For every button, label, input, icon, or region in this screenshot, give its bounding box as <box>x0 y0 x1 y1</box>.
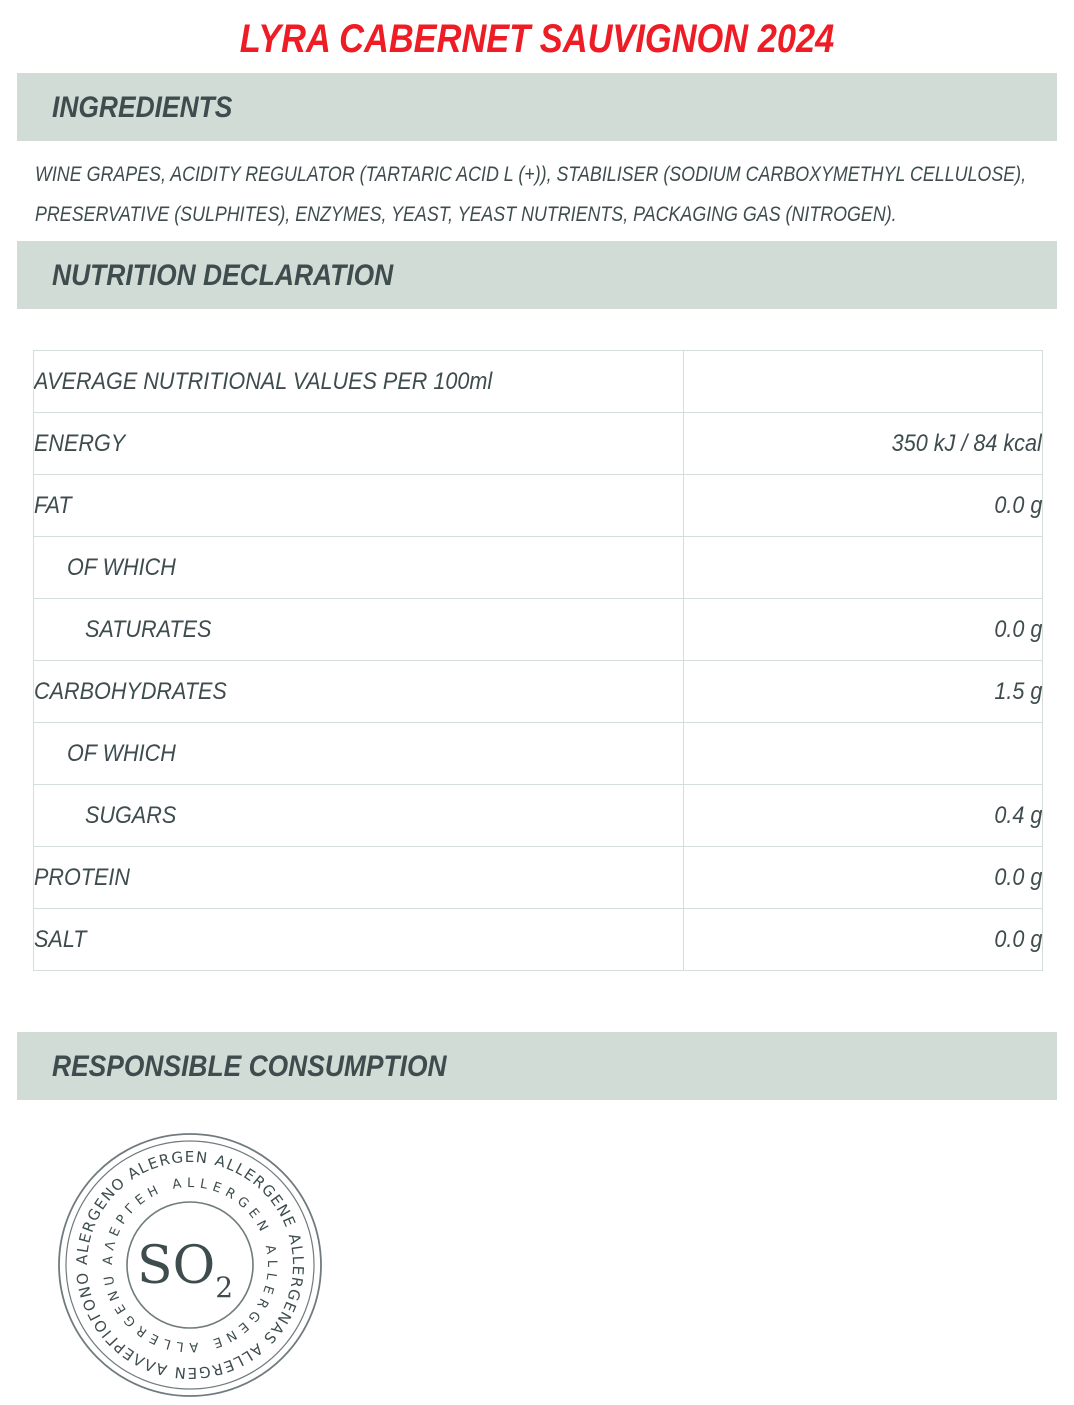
nutrient-value: 350 kJ / 84 kcal <box>891 429 1042 457</box>
so2-formula: SO <box>136 1236 216 1296</box>
ingredients-line: PRESERVATIVE (SULPHITES), ENZYMES, YEAST, YEAST NUTRIENTS, PACKAGING GAS (NITROGEN). <box>35 203 897 226</box>
nutrient-value: 1.5 g <box>993 677 1042 705</box>
so2-subscript: 2 <box>215 1271 234 1304</box>
nutrient-value: 0.0 g <box>993 863 1042 891</box>
table-row <box>34 661 1043 723</box>
table-row <box>34 909 1043 971</box>
table-row <box>34 599 1043 661</box>
page-title: LYRA CABERNET SAUVIGNON 2024 <box>239 17 835 61</box>
nutrient-value: 0.4 g <box>993 801 1042 829</box>
ingredients-header <box>17 73 1057 141</box>
responsible-consumption-header <box>17 1032 1057 1100</box>
ingredients-text <box>35 155 1027 235</box>
svg-text:SO2 <box>137 1236 233 1304</box>
table-row <box>34 351 1043 413</box>
nutrient-value: 0.0 g <box>993 615 1042 643</box>
nutrient-label: PROTEIN <box>34 863 131 891</box>
ingredients-line: WINE GRAPES, ACIDITY REGULATOR (TARTARIC ACID L (+)), STABILISER (SODIUM CARBOXYMETHYL CELLULOSE), <box>35 163 1027 186</box>
nutrient-value: 0.0 g <box>993 925 1042 953</box>
nutrition-table <box>33 350 1043 971</box>
table-row <box>34 723 1043 785</box>
nutrition-heading: NUTRITION DECLARATION <box>52 259 394 292</box>
nutrient-label: AVERAGE NUTRITIONAL VALUES PER 100ml <box>34 367 493 395</box>
table-row <box>34 413 1043 475</box>
nutrient-label: ENERGY <box>34 429 126 457</box>
table-row <box>34 475 1043 537</box>
seal-outer-text: ALERGENO ALERGEN ALLERGENE ALLERGENAS ALLERGEN ΑΛΛΕΡΓΙΟΓΟΝΟ <box>72 1147 308 1383</box>
nutrient-label: SALT <box>34 925 87 953</box>
table-row <box>34 785 1043 847</box>
table-row <box>34 537 1043 599</box>
allergen-seal-graphic <box>55 1130 325 1400</box>
nutrient-label: OF WHICH <box>67 739 176 767</box>
allergen-seal <box>55 1130 325 1400</box>
nutrient-label: FAT <box>34 491 72 519</box>
nutrient-label: CARBOHYDRATES <box>34 677 227 705</box>
seal-inner-text: ΑΛΕΡΓЕН ALLERGEN ALLERGENE ALLERGENU <box>100 1175 280 1355</box>
ingredients-heading: INGREDIENTS <box>52 91 233 124</box>
nutrient-label: OF WHICH <box>67 553 176 581</box>
nutrition-header <box>17 241 1057 309</box>
table-row <box>34 847 1043 909</box>
nutrient-label: SATURATES <box>85 615 212 643</box>
nutrient-label: SUGARS <box>85 801 177 829</box>
responsible-consumption-heading: RESPONSIBLE CONSUMPTION <box>52 1050 447 1083</box>
nutrient-value: 0.0 g <box>993 491 1042 519</box>
